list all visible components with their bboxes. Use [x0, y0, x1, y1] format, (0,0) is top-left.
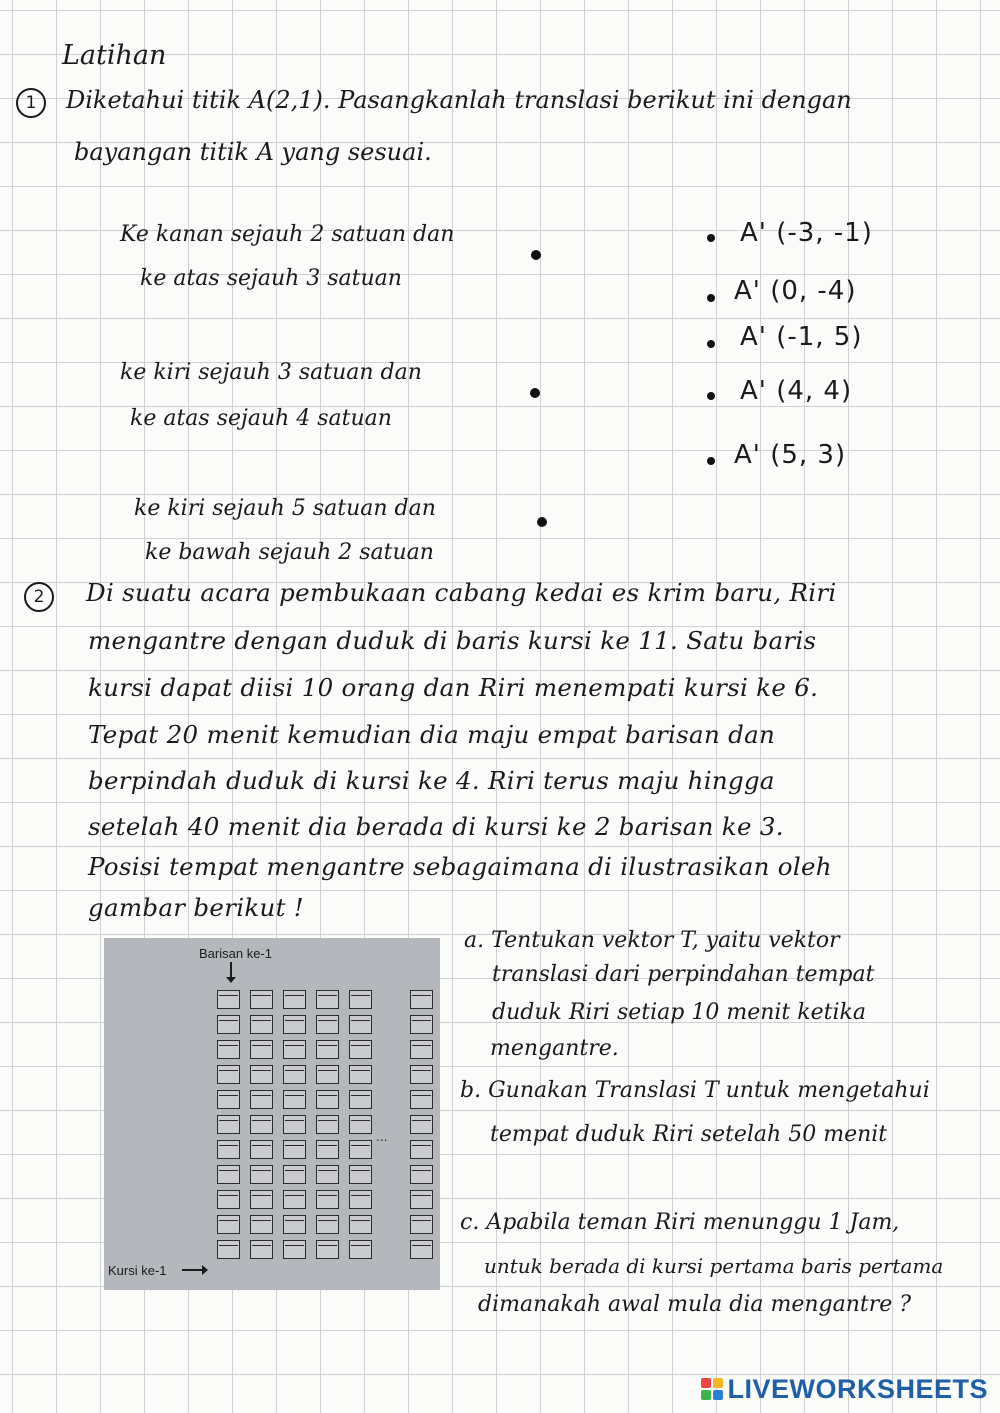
seat — [283, 1115, 306, 1134]
page-title: Latihan — [62, 40, 167, 71]
seat — [250, 1065, 273, 1084]
q2-part-a-line-2: translasi dari perpindahan tempat — [492, 962, 875, 987]
seat — [410, 1065, 433, 1084]
q2-line-5: berpindah duduk di kursi ke 4. Riri terus maju hingga — [88, 766, 775, 795]
brand-text: LIVEWORKSHEETS — [727, 1373, 988, 1404]
seat — [349, 1240, 372, 1259]
seat — [217, 1115, 240, 1134]
q1-left-3-line-1: ke kiri sejauh 5 satuan dan — [134, 496, 436, 521]
logo-square-1 — [701, 1378, 711, 1388]
seat — [283, 1215, 306, 1234]
seat — [410, 990, 433, 1009]
q1-answer-5-dot[interactable] — [707, 457, 715, 465]
seat — [250, 1165, 273, 1184]
seat — [217, 990, 240, 1009]
question-2-number: 2 — [24, 582, 54, 612]
q2-line-4: Tepat 20 menit kemudian dia maju empat barisan dan — [88, 720, 776, 749]
q2-part-c-line-2: untuk berada di kursi pertama baris pertama — [484, 1254, 944, 1278]
question-1-number: 1 — [16, 88, 46, 118]
q1-answer-1-dot[interactable] — [707, 234, 715, 242]
q2-part-a-line-1: a. Tentukan vektor T, yaitu vektor — [464, 928, 840, 953]
seat — [283, 1190, 306, 1209]
seat — [283, 1090, 306, 1109]
q1-left-2-line-2: ke atas sejauh 4 satuan — [130, 406, 392, 431]
seat — [217, 1015, 240, 1034]
q2-part-c-line-1: c. Apabila teman Riri menunggu 1 Jam, — [460, 1210, 900, 1235]
liveworksheets-logo-icon — [701, 1378, 723, 1400]
logo-square-4 — [713, 1390, 723, 1400]
seat — [217, 1065, 240, 1084]
q1-answer-2: A' (0, -4) — [734, 276, 857, 306]
seat — [250, 1190, 273, 1209]
q1-left-3-line-2: ke bawah sejauh 2 satuan — [145, 540, 434, 565]
q1-answer-2-dot[interactable] — [707, 294, 715, 302]
seat — [217, 1165, 240, 1184]
seat — [217, 1240, 240, 1259]
seat — [316, 1015, 339, 1034]
seat — [250, 1015, 273, 1034]
q2-line-8: gambar berikut ! — [88, 893, 304, 922]
figure-label-kursi: Kursi ke-1 — [108, 1263, 167, 1278]
seat — [349, 990, 372, 1009]
q1-line-1: Diketahui titik A(2,1). Pasangkanlah translasi berikut ini dengan — [66, 86, 852, 114]
seat — [316, 1240, 339, 1259]
figure-label-barisan: Barisan ke-1 — [199, 946, 272, 961]
logo-square-2 — [713, 1378, 723, 1388]
seat — [349, 1190, 372, 1209]
seat — [316, 1215, 339, 1234]
seat — [349, 1215, 372, 1234]
seat — [217, 1090, 240, 1109]
seat — [410, 1240, 433, 1259]
q1-left-1-dot[interactable] — [531, 250, 541, 260]
liveworksheets-brand — [701, 1373, 988, 1405]
arrow-down-icon — [230, 962, 232, 979]
seat — [283, 1015, 306, 1034]
seat — [349, 1040, 372, 1059]
seat — [316, 1190, 339, 1209]
seat — [217, 1040, 240, 1059]
seat — [250, 1090, 273, 1109]
q2-line-3: kursi dapat diisi 10 orang dan Riri menempati kursi ke 6. — [88, 673, 819, 702]
seat — [316, 1165, 339, 1184]
seat — [410, 1165, 433, 1184]
q1-left-2-line-1: ke kiri sejauh 3 satuan dan — [120, 360, 422, 385]
q2-line-1: Di suatu acara pembukaan cabang kedai es krim baru, Riri — [86, 578, 837, 607]
seat — [349, 1140, 372, 1159]
q1-answer-1: A' (-3, -1) — [740, 218, 873, 248]
seat — [316, 1090, 339, 1109]
seat — [283, 1165, 306, 1184]
q1-left-3-dot[interactable] — [537, 517, 547, 527]
seat — [283, 1040, 306, 1059]
seat — [283, 1065, 306, 1084]
q1-answer-5: A' (5, 3) — [734, 440, 847, 470]
seat — [283, 990, 306, 1009]
seat — [316, 990, 339, 1009]
seat — [217, 1190, 240, 1209]
seat — [410, 1215, 433, 1234]
seat — [283, 1140, 306, 1159]
q2-part-b-line-2: tempat duduk Riri setelah 50 menit — [490, 1122, 888, 1147]
seat — [410, 1190, 433, 1209]
seat — [250, 1140, 273, 1159]
q2-line-6: setelah 40 menit dia berada di kursi ke 2 barisan ke 3. — [88, 812, 784, 841]
seat — [283, 1240, 306, 1259]
seat — [349, 1115, 372, 1134]
q1-answer-4-dot[interactable] — [707, 392, 715, 400]
seat — [316, 1115, 339, 1134]
seat — [349, 1090, 372, 1109]
q2-part-c-line-3: dimanakah awal mula dia mengantre ? — [478, 1292, 912, 1317]
seat — [217, 1215, 240, 1234]
seat — [316, 1140, 339, 1159]
seat — [250, 990, 273, 1009]
seat — [410, 1115, 433, 1134]
q2-line-7: Posisi tempat mengantre sebagaimana di ilustrasikan oleh — [88, 852, 832, 881]
q1-left-1-line-2: ke atas sejauh 3 satuan — [140, 266, 402, 291]
seat — [250, 1215, 273, 1234]
seat — [349, 1015, 372, 1034]
q1-left-2-dot[interactable] — [530, 388, 540, 398]
seat — [316, 1040, 339, 1059]
seating-figure — [104, 938, 440, 1290]
q1-line-2: bayangan titik A yang sesuai. — [74, 138, 432, 166]
figure-ellipsis: ... — [376, 1130, 388, 1144]
seat — [316, 1065, 339, 1084]
seat — [217, 1140, 240, 1159]
logo-square-3 — [701, 1390, 711, 1400]
seat — [410, 1140, 433, 1159]
arrow-right-icon — [182, 1269, 204, 1271]
q2-line-2: mengantre dengan duduk di baris kursi ke 11. Satu baris — [88, 626, 817, 655]
q1-answer-4: A' (4, 4) — [740, 376, 853, 406]
q1-answer-3-dot[interactable] — [707, 340, 715, 348]
q2-part-a-line-3: duduk Riri setiap 10 menit ketika — [492, 1000, 866, 1025]
seat — [410, 1090, 433, 1109]
q2-part-b-line-1: b. Gunakan Translasi T untuk mengetahui — [460, 1078, 930, 1103]
seat — [250, 1115, 273, 1134]
q1-answer-3: A' (-1, 5) — [740, 322, 863, 352]
seat — [410, 1015, 433, 1034]
seat — [349, 1065, 372, 1084]
seat — [410, 1040, 433, 1059]
q1-left-1-line-1: Ke kanan sejauh 2 satuan dan — [120, 222, 455, 247]
q2-part-a-line-4: mengantre. — [490, 1036, 619, 1061]
seat — [250, 1240, 273, 1259]
seat — [349, 1165, 372, 1184]
seat — [250, 1040, 273, 1059]
